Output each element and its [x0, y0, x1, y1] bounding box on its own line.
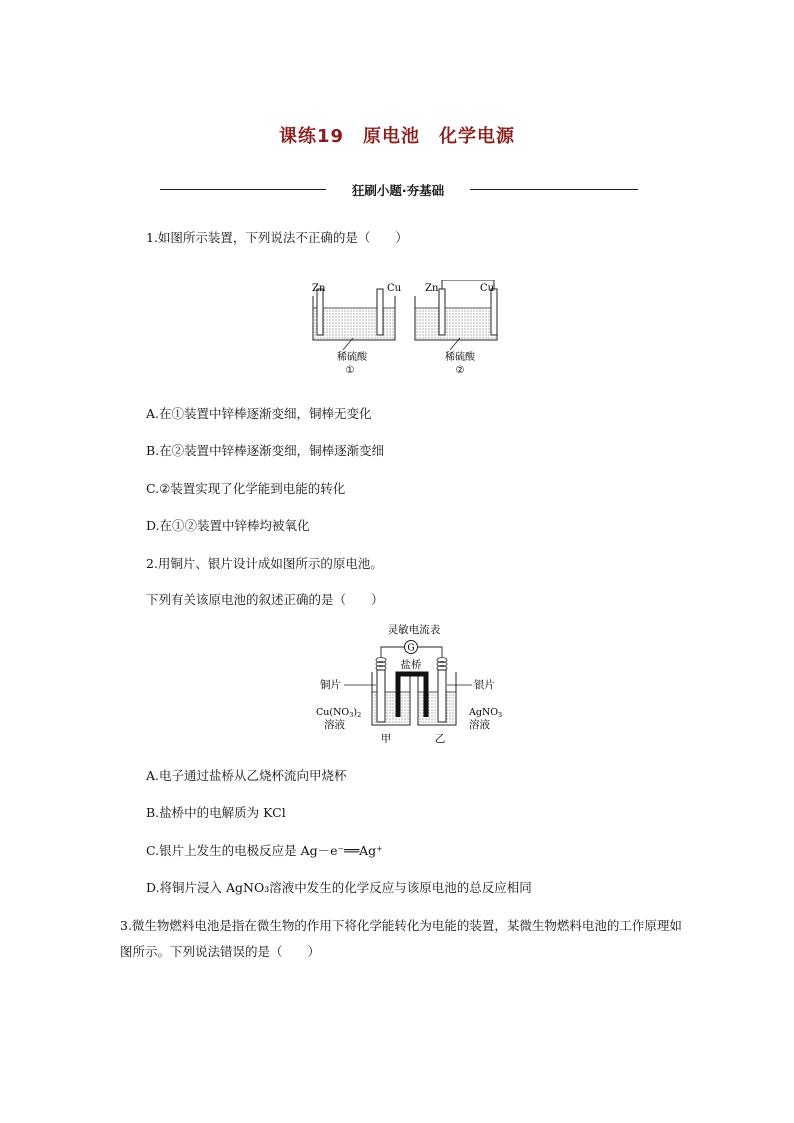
page-title: 课练19 原电池 化学电源: [278, 126, 516, 147]
ag-plate-label: 银片: [474, 679, 495, 691]
zn-rod-1: [317, 289, 323, 335]
q1-stem: 1.如图所示装置，下列说法不正确的是（ ）: [146, 230, 408, 245]
ag-plate: [438, 670, 446, 722]
q2-stem-1: 2.用铜片、银片设计成如图所示的原电池。: [146, 556, 383, 571]
q1-option-d: D.在①②装置中锌棒均被氧化: [146, 518, 310, 533]
q2-stem-2: 下列有关该原电池的叙述正确的是（ ）: [146, 592, 384, 607]
cu-label-1: Cu: [387, 283, 402, 294]
right-solution-formula: AgNO$_3$: [469, 707, 503, 719]
q2-option-b: B.盐桥中的电解质为 KCl: [146, 805, 286, 820]
q1-option-b: B.在②装置中锌棒逐渐变细，铜棒逐渐变细: [146, 443, 385, 458]
acid-label-2: 稀硫酸: [445, 352, 475, 363]
section-label: 狂刷小题·夯基础: [351, 183, 445, 198]
galvanometer-label: 灵敏电流表: [387, 624, 441, 636]
q2-option-d: D.将铜片浸入 AgNO₃溶液中发生的化学反应与该原电池的总反应相同: [146, 880, 532, 895]
cu-plate: [377, 670, 385, 722]
beaker-1: [313, 289, 395, 350]
section-header: [160, 178, 638, 202]
q2-figure: [314, 622, 510, 748]
cu-rod-1: [377, 289, 383, 335]
right-solution-label: 溶液: [469, 719, 490, 731]
q2-option-a: A.电子通过盐桥从乙烧杯流向甲烧杯: [146, 768, 347, 783]
cu-rod-2: [491, 289, 497, 335]
coil-right: [437, 658, 447, 671]
jia-label: 甲: [380, 733, 392, 745]
salt-bridge-label: 盐桥: [400, 659, 422, 671]
zn-label-1: Zn: [312, 283, 326, 294]
left-solution-formula: $Cu(NO_3)_2$: [316, 707, 362, 719]
q1-option-c: C.②装置实现了化学能到电能的转化: [146, 481, 346, 496]
fig-label-2: ②: [455, 365, 465, 376]
left-solution-label: 溶液: [324, 719, 345, 731]
yi-label: 乙: [434, 733, 446, 745]
acid-label-1: 稀硫酸: [337, 352, 367, 363]
section-rule-left: [160, 189, 326, 190]
zn-label-2: Zn: [425, 283, 439, 294]
q1-option-a: A.在①装置中锌棒逐渐变细，铜棒无变化: [146, 406, 372, 421]
coil-left: [376, 658, 386, 671]
q2-option-c: C.银片上发生的电极反应是 Ag－e⁻══Ag⁺: [146, 843, 383, 858]
fig-label-1: ①: [345, 365, 355, 376]
cu-plate-label: 铜片: [320, 679, 341, 691]
q3-stem: 3.微生物燃料电池是指在微生物的作用下将化学能转化为电能的装置，某微生物燃料电池的工作原理如图所示。下列说法错误的是（ ）: [120, 918, 682, 959]
zn-rod-2: [439, 289, 445, 335]
q1-figure: [305, 280, 500, 380]
galvanometer-g: G: [407, 643, 415, 654]
section-rule-right: [470, 189, 638, 190]
cu-label-2: Cu: [480, 283, 495, 294]
